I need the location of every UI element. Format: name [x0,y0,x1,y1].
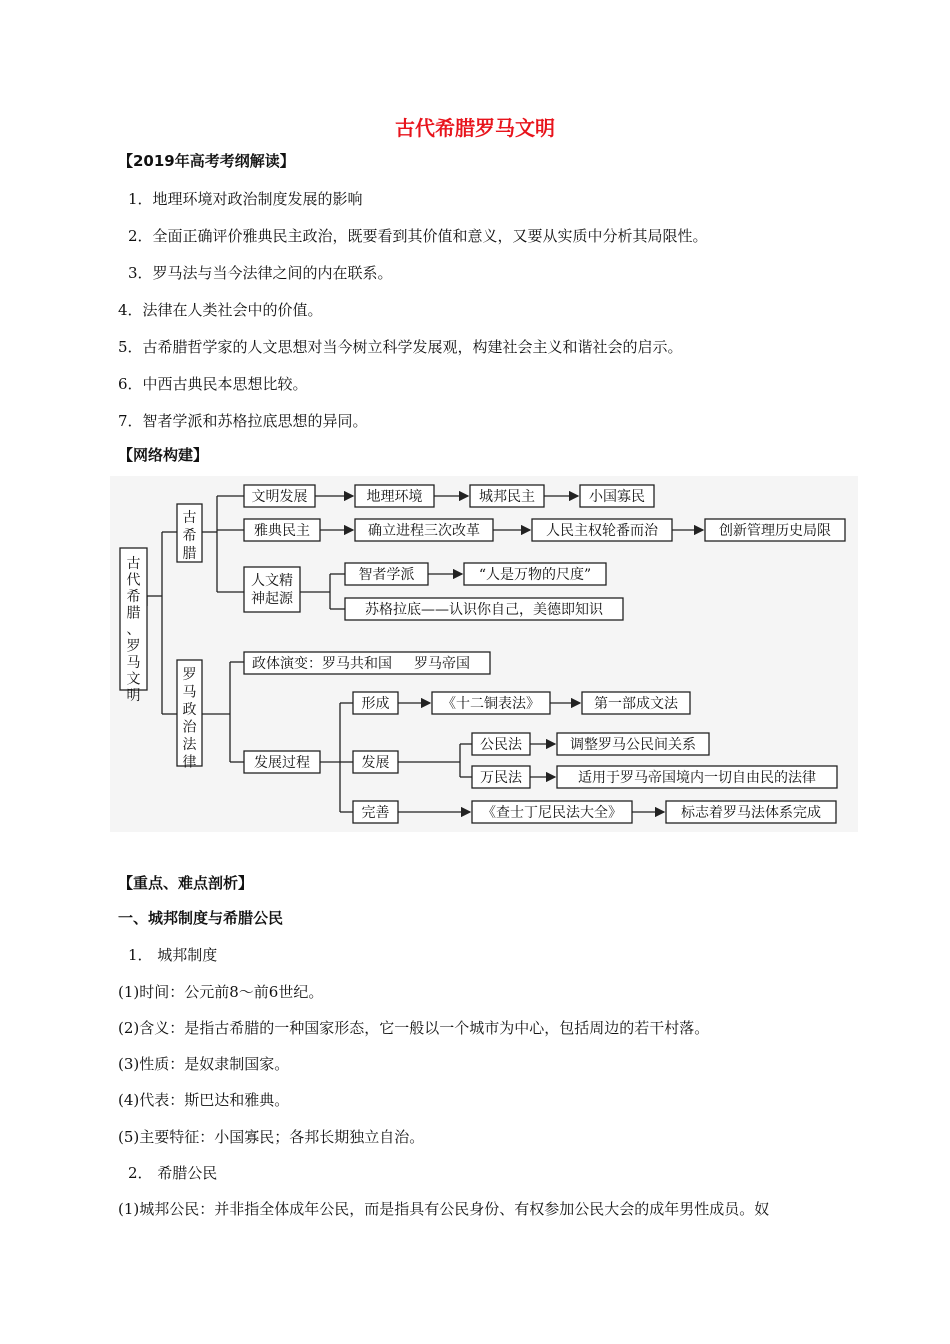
syllabus-heading: 【2019年高考考纲解读】 [118,152,295,170]
greece-text: 古希腊 [182,510,197,562]
analysis-item: (1)城邦公民：并非指全体成年公民，而是指具有公民身份、有权参加公民大会的成年男性成员。奴 [118,1200,770,1218]
athens-text: 人民主权轮番而治 [546,523,658,539]
subsection-heading: 1． 城邦制度 [128,946,218,964]
civ-text: 城邦民主 [479,489,535,505]
subsection-heading: 2． 希腊公民 [128,1164,218,1182]
knowledge-diagram [110,476,858,832]
analysis-item: (4)代表：斯巴达和雅典。 [118,1091,290,1109]
analysis-item: (3)性质：是奴隶制国家。 [118,1055,290,1073]
analysis-item: (1)时间：公元前8～前6世纪。 [118,983,324,1001]
sophists-quote-text: “人是万物的尺度” [478,567,592,583]
civ-text: 文明发展 [251,489,308,505]
athens-text: 创新管理历史局限 [719,523,831,539]
first-written-law-text: 第一部成文法 [594,696,678,712]
sophists-text: 智者学派 [358,567,415,583]
civ-text: 地理环境 [366,489,423,505]
syllabus-item: 3．罗马法与当今法律之间的内在联系。 [128,264,393,282]
analysis-item: (2)含义：是指古希腊的一种国家形态，它一般以一个城市为中心，包括周边的若干村落。 [118,1019,710,1037]
human-text: 人文精神起源 [251,573,293,607]
root-text: 古代希腊、罗马文明 [126,556,141,704]
rome-text: 罗马政治法律 [182,667,197,771]
formation-text: 形成 [361,696,390,712]
process-text: 发展过程 [254,755,310,771]
nations-law-text: 万民法 [480,770,522,786]
civil-law-text: 公民法 [480,737,522,753]
syllabus-item: 4．法律在人类社会中的价值。 [118,301,323,319]
syllabus-item: 5．古希腊哲学家的人文思想对当今树立科学发展观，构建社会主义和谐社会的启示。 [118,338,683,356]
system-complete-text: 标志着罗马法体系完成 [681,805,821,821]
syllabus-item: 6．中西古典民本思想比较。 [118,375,308,393]
socrates-text: 苏格拉底——认识你自己，美德即知识 [365,602,603,618]
syllabus-item: 7．智者学派和苏格拉底思想的异同。 [118,412,368,430]
page-title: 古代希腊罗马文明 [395,116,555,140]
diagram-svg [110,476,858,832]
syllabus-item: 2．全面正确评价雅典民主政治，既要看到其价值和意义，又要从实质中分析其局限性。 [128,227,708,245]
analysis-heading: 【重点、难点剖析】 [118,874,254,892]
nations-law-desc-text: 适用于罗马帝国境内一切自由民的法律 [578,770,816,786]
syllabus-item: 1．地理环境对政治制度发展的影响 [128,190,363,208]
development-text: 发展 [361,755,390,771]
regime-end-text: 罗马帝国 [414,656,470,672]
athens-text: 雅典民主 [254,523,310,539]
athens-text: 确立进程三次改革 [368,523,480,539]
justinian-text: 《查士丁尼民法大全》 [482,805,622,821]
civ-text: 小国寡民 [589,489,645,505]
civil-law-desc-text: 调整罗马公民间关系 [570,737,696,753]
section-heading: 一、城邦制度与希腊公民 [118,909,284,927]
regime-text: 政体演变：罗马共和国 [252,656,392,672]
network-heading: 【网络构建】 [118,446,209,464]
analysis-item: (5)主要特征：小国寡民；各邦长期独立自治。 [118,1128,425,1146]
perfection-text: 完善 [361,805,390,821]
twelve-tables-text: 《十二铜表法》 [442,696,540,712]
